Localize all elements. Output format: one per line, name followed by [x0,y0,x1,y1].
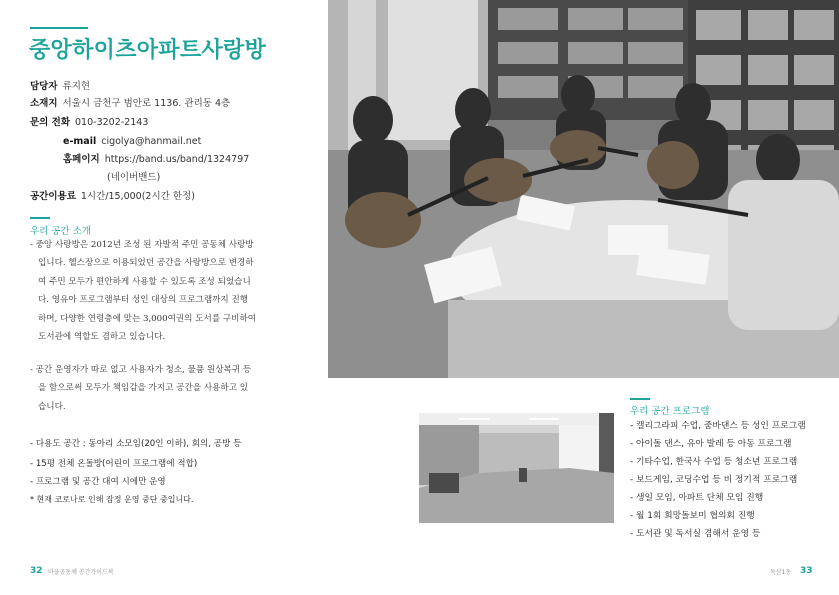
fee-value: 1시간/15,000(2시간 한정) [80,191,195,202]
intro-line: 습니다. [38,401,66,412]
intro-line: 다. 영유아 프로그램부터 성인 대상의 프로그램까지 진행 [38,295,249,306]
program-item: - 아이돌 댄스, 유아 발레 등 아동 프로그램 [630,439,792,449]
program-item: - 보드게임, 코딩수업 등 비 정기적 프로그램 [630,475,798,485]
footer-section-name: 독산1동 [770,569,792,576]
intro-line: 입니다. 헬스장으로 이용되었던 공간을 사랑방으로 변경하 [38,258,254,269]
program-item: - 기타수업, 한국사 수업 등 청소년 프로그램 [630,457,798,467]
intro-line: 을 함으로써 모두가 책임감을 가지고 공간을 사용하고 있 [38,383,249,394]
program-item: - 캘리그라피 수업, 줌바댄스 등 성인 프로그램 [630,421,806,431]
program-heading-rule [630,398,650,400]
fee-row [30,190,195,203]
intro-line: 하며, 다양한 연령층에 맞는 3,000여권의 도서를 구비하여 [38,313,257,324]
address-value: 서울시 금천구 범안로 1136. 관리동 4층 [62,98,231,109]
phone-row [30,116,148,129]
page-number-left: 32 [30,566,43,576]
program-item: - 월 1회 희망돌보미 협의회 진행 [630,511,755,521]
intro-heading: 우리 공간 소개 [30,226,92,237]
space-bullet: - 다용도 공간 : 동아리 소모임(20인 이하), 회의, 공방 등 [30,439,242,449]
footer-book-title: 마을공동체 공간가이드북 [48,569,114,576]
intro-line: 도서관에 역할도 겸하고 있습니다. [38,332,166,343]
program-item: - 도서관 및 독서실 겸해서 운영 등 [630,529,761,539]
page-number-right: 33 [800,566,813,576]
guitar-class-photo [328,0,839,378]
homepage-note: (네이버밴드) [107,172,161,183]
intro-paragraph-1 [30,236,262,346]
manager-value: 류지현 [62,81,91,92]
homepage-link[interactable]: https://band.us/band/1324797 [104,154,250,165]
manager-row [30,80,90,93]
intro-line: - 공간 운영자가 따로 없고 사용자가 청소, 물품 원상복귀 등 [30,365,252,375]
address-row [30,97,230,110]
covid-notice: * 현재 코로나로 인해 잠정 운영 중단 중입니다. [30,495,194,504]
program-heading: 우리 공간 프로그램 [630,406,710,417]
phone-value: 010-3202-2143 [75,117,149,128]
phone-label: 문의 전화 [30,117,71,128]
homepage-label: 홈페이지 [63,154,100,165]
email-label: e-mail [63,136,97,147]
email-row [63,135,201,148]
room-photo [419,413,614,523]
intro-heading-rule [30,217,50,219]
intro-paragraph-2 [30,361,262,416]
fee-label: 공간이용료 [30,191,76,202]
empty-room-photo [419,413,614,523]
program-item: - 생일 모임, 아파트 단체 모임 진행 [630,493,764,503]
space-bullet: - 15평 전체 온돌방(어린이 프로그램에 적합) [30,459,198,469]
title-rule [30,27,88,29]
page-title: 중앙하이츠아파트사랑방 [29,38,267,63]
intro-line: 여 주민 모두가 편안하게 사용할 수 있도록 조성 되었습니 [38,276,251,287]
intro-line: - 중앙 사랑방은 2012년 조성 된 자발적 주민 공동체 사랑방 [30,240,254,250]
address-label: 소재지 [30,98,58,109]
manager-label: 담당자 [30,81,58,92]
main-photo [328,0,839,378]
homepage-row [63,153,249,166]
space-bullet: - 프로그램 및 공간 대여 시에만 운영 [30,477,166,487]
email-value[interactable]: cigolya@hanmail.net [101,136,202,147]
